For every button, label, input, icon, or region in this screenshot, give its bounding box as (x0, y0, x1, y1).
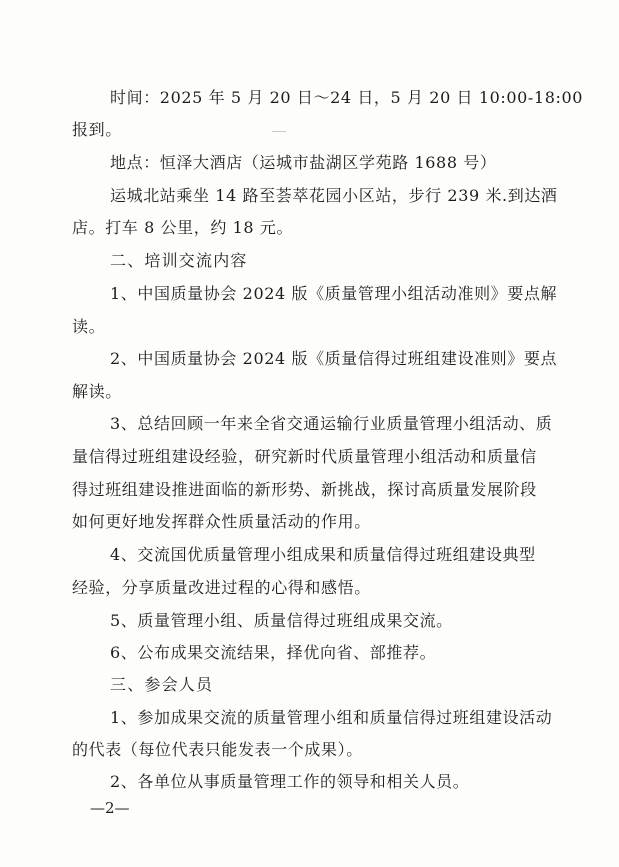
text-line: 读。 (72, 317, 106, 336)
text-line: 2、中国质量协会 2024 版《质量信得过班组建设准则》要点 (110, 349, 558, 368)
text-line: 4、交流国优质量管理小组成果和质量信得过班组建设典型 (110, 545, 536, 564)
text-line: 1、中国质量协会 2024 版《质量管理小组活动准则》要点解 (110, 284, 558, 303)
text-line: 量信得过班组建设经验，研究新时代质量管理小组活动和质量信 (72, 447, 537, 466)
text-line: 得过班组建设推进面临的新形势、新挑战，探讨高质量发展阶段 (72, 480, 537, 499)
text-line: 经验，分享质量改进过程的心得和感悟。 (72, 578, 371, 597)
text-line: 3、总结回顾一年来全省交通运输行业质量管理小组活动、质 (110, 414, 553, 433)
text-line: 地点：恒泽大酒店（运城市盐湖区学苑路 1688 号） (110, 153, 497, 172)
text-line: 报到。 (72, 120, 122, 139)
text-line: 运城北站乘坐 14 路至荟萃花园小区站，步行 239 米.到达酒 (110, 186, 558, 205)
text-line: 1、参加成果交流的质量管理小组和质量信得过班组建设活动 (110, 708, 553, 727)
section-heading: 二、培训交流内容 (110, 251, 248, 270)
text-line: 时间：2025 年 5 月 20 日～24 日，5 月 20 日 10:00-18:00 (110, 88, 584, 107)
scan-mark (272, 131, 286, 132)
text-line: 店。打车 8 公里，约 18 元。 (72, 218, 294, 237)
text-line: 5、质量管理小组、质量信得过班组成果交流。 (110, 611, 453, 630)
text-line: 如何更好地发挥群众性质量活动的作用。 (72, 512, 371, 531)
page-number: —2— (90, 799, 130, 817)
text-line: 6、公布成果交流结果，择优向省、部推荐。 (110, 643, 437, 662)
section-heading: 三、参会人员 (110, 675, 214, 694)
text-line: 的代表（每位代表只能发表一个成果）。 (72, 740, 363, 759)
text-line: 2、各单位从事质量管理工作的领导和相关人员。 (110, 772, 470, 791)
text-line: 解读。 (72, 382, 122, 401)
